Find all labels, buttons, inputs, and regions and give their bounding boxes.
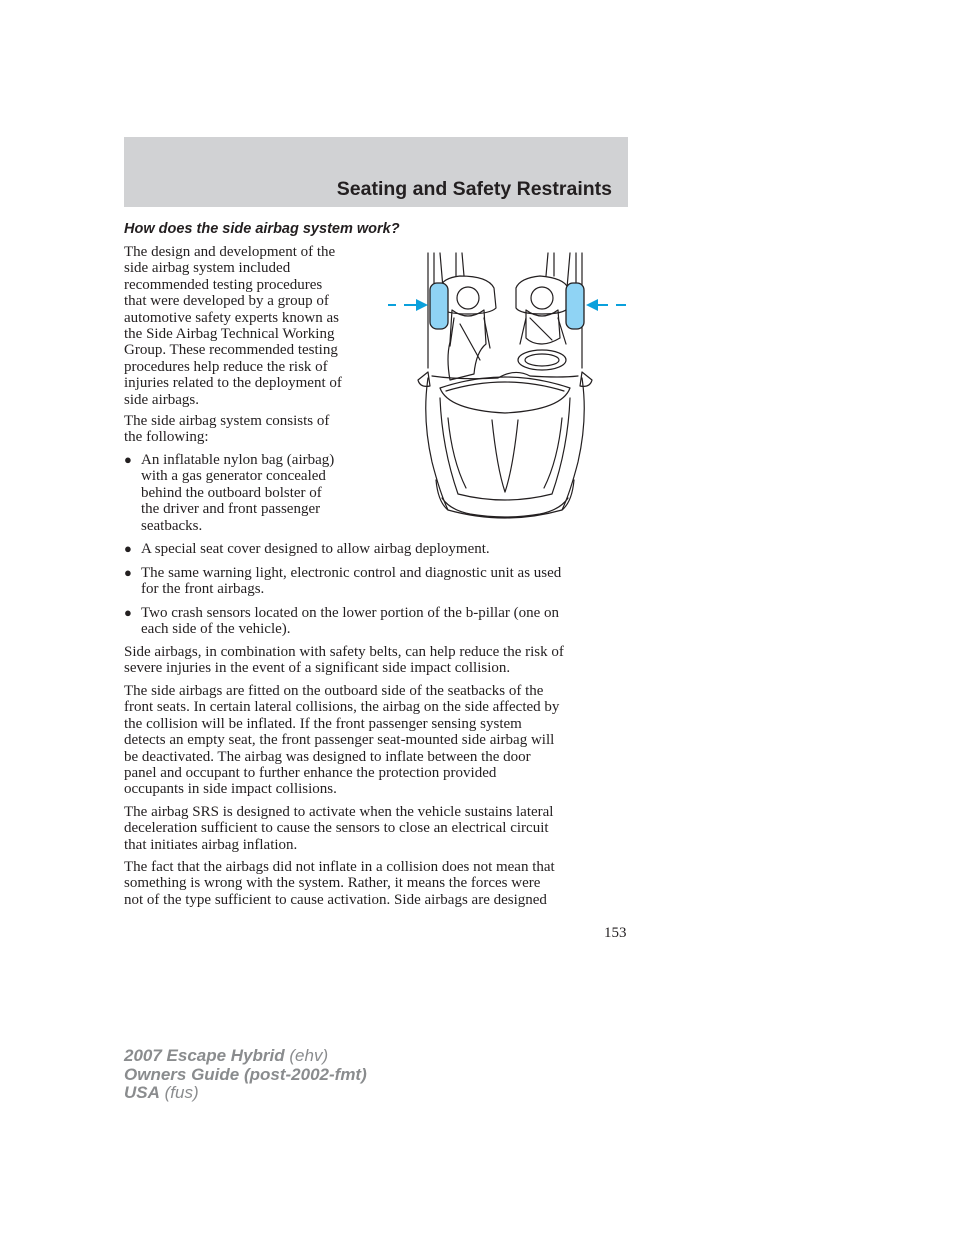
bullet-icon: ●: [124, 541, 132, 556]
left-impact-arrow-icon: [388, 299, 428, 311]
text-line: The side airbags are fitted on the outboard side of the seatbacks of the: [124, 683, 544, 699]
right-occupant-body: [526, 310, 560, 344]
body-paragraph: [124, 859, 555, 908]
side-airbag-illustration: [380, 248, 630, 528]
section-heading: How does the side airbag system work?: [124, 221, 400, 237]
text-line: The side airbag system consists of: [124, 413, 330, 429]
text-line: The design and development of the: [124, 244, 336, 260]
body-paragraph: [124, 683, 559, 798]
front-bumper: [442, 498, 568, 517]
right-side-airbag: [566, 283, 584, 329]
page-title: Seating and Safety Restraints: [336, 178, 612, 200]
header-band: [124, 137, 628, 207]
text-line: Two crash sensors located on the lower portion of the b-pillar (one on: [141, 605, 560, 621]
text-line: automotive safety experts known as: [124, 309, 339, 326]
text-line: occupants in side impact collisions.: [124, 781, 337, 798]
text-line: Group. These recommended testing: [124, 342, 338, 359]
text-line: The same warning light, electronic control and diagnostic unit as used: [141, 565, 562, 581]
left-side-airbag: [430, 283, 448, 329]
body-paragraph: [124, 644, 564, 677]
hood-center-line: [492, 420, 518, 492]
text-line: that initiates airbag inflation.: [124, 836, 298, 853]
text-line: A special seat cover designed to allow airbag deployment.: [141, 541, 490, 557]
right-impact-arrow-icon: [586, 299, 626, 311]
text-line: be deactivated. The airbag was designed to inflate between the door: [124, 748, 531, 765]
text-line: The airbag SRS is designed to activate when the vehicle sustains lateral: [124, 804, 554, 820]
text-line: The fact that the airbags did not inflate in a collision does not mean that: [124, 859, 555, 875]
text-line: deceleration sufficient to cause the sensors to close an electrical circuit: [124, 820, 549, 837]
text-line: the driver and front passenger: [141, 501, 321, 518]
text-line: injuries related to the deployment of: [124, 375, 342, 392]
right-occupant-head: [531, 287, 553, 309]
text-line: side airbag system included: [124, 260, 291, 277]
text-line: procedures help reduce the risk of: [124, 358, 328, 375]
footer-model: 2007 Escape Hybrid: [124, 1046, 285, 1065]
text-line: severe injuries in the event of a significant side impact collision.: [124, 660, 511, 677]
text-line: that were developed by a group of: [124, 293, 329, 310]
footer-model-code: (ehv): [284, 1046, 329, 1065]
right-seatback: [516, 276, 568, 314]
dashboard: [432, 372, 578, 378]
text-line: seatbacks.: [141, 517, 203, 534]
text-line: for the front airbags.: [141, 581, 265, 598]
left-occupant-head: [457, 287, 479, 309]
bullet-icon: ●: [124, 452, 132, 467]
text-line: not of the type sufficient to cause activation. Side airbags are designed: [124, 891, 547, 908]
text-line: side airbags.: [124, 391, 199, 408]
footer-market: USA: [124, 1083, 160, 1102]
text-line: detects an empty seat, the front passenger seat-mounted side airbag will: [124, 732, 555, 749]
text-line: something is wrong with the system. Rather, it means the forces were: [124, 875, 541, 892]
text-line: An inflatable nylon bag (airbag): [141, 452, 335, 468]
text-line: Side airbags, in combination with safety belts, can help reduce the risk of: [124, 644, 564, 660]
text-line: the following:: [124, 429, 209, 446]
body-paragraph: [124, 804, 553, 853]
footer-document-id: [124, 1047, 367, 1103]
text-line: behind the outboard bolster of: [141, 484, 322, 501]
footer-market-code: (fus): [159, 1083, 199, 1102]
text-line: with a gas generator concealed: [141, 468, 326, 485]
text-line: each side of the vehicle).: [141, 621, 291, 638]
footer-guide: Owners Guide (post-2002-fmt): [124, 1064, 367, 1084]
bullet-icon: ●: [124, 565, 132, 580]
text-line: the Side Airbag Technical Working: [124, 326, 335, 343]
consists-paragraph: [124, 413, 329, 446]
text-line: panel and occupant to further enhance the protection provided: [124, 765, 497, 782]
intro-paragraph: [124, 244, 342, 408]
text-line: the collision will be inflated. If the front passenger sensing system: [124, 715, 522, 732]
bullet-icon: ●: [124, 605, 132, 620]
page-number: 153: [604, 925, 627, 941]
text-line: front seats. In certain lateral collisions, the airbag on the side affected by: [124, 699, 560, 716]
text-line: recommended testing procedures: [124, 276, 323, 293]
